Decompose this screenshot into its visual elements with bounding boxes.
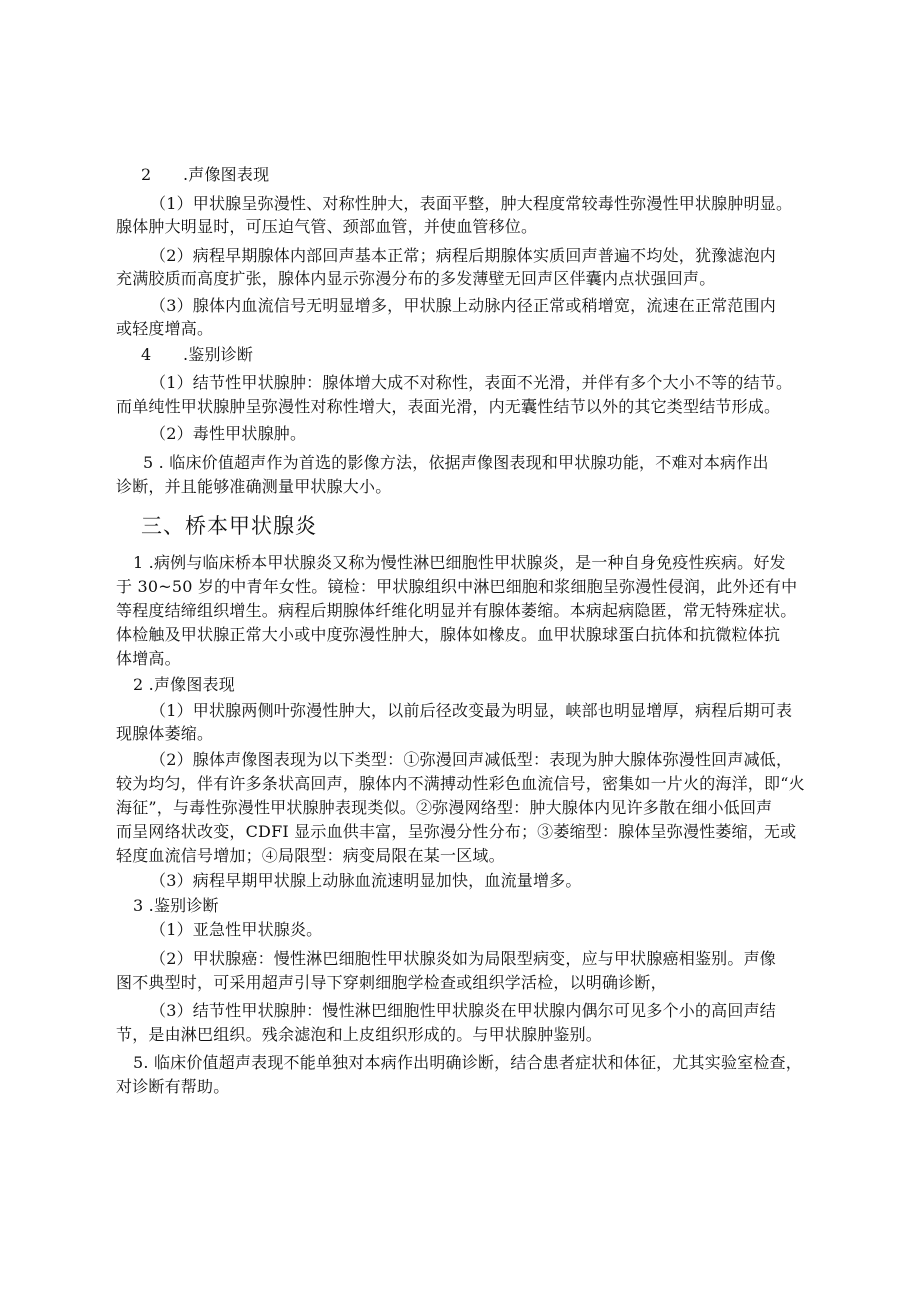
paragraph-line: （3）病程早期甲状腺上动脉血流速明显加快，血流量增多。 <box>150 871 582 890</box>
paragraph-line: （1）结节性甲状腺肿：腺体增大成不对称性，表面不光滑，并伴有多个大小不等的结节。 <box>150 373 793 392</box>
paragraph-line: （2）腺体声像图表现为以下类型：①弥漫回声减低型：表现为肿大腺体弥漫性回声减低， <box>150 750 793 769</box>
paragraph-line: 而呈网络状改变，CDFI 显示血供丰富，呈弥漫分性分布；③萎缩型：腺体呈弥漫性萎缩，无或 <box>116 822 797 841</box>
paragraph-line: 体检触及甲状腺正常大小或中度弥漫性肿大，腺体如橡皮。血甲状腺球蛋白抗体和抗微粒体抗 <box>116 625 781 644</box>
paragraph-line: 充满胶质而高度扩张，腺体内显示弥漫分布的多发薄壁无回声区伴囊内点状强回声。 <box>116 269 716 288</box>
paragraph-line: 节，是由淋巴组织。残余滤泡和上皮组织形成的。与甲状腺肿鉴别。 <box>116 1025 603 1044</box>
paragraph-line: 诊断，并且能够准确测量甲状腺大小。 <box>116 477 392 496</box>
paragraph-line: 等程度结缔组织增生。病程后期腺体纤维化明显并有腺体萎缩。本病起病隐匿，常无特殊症状。 <box>116 601 797 620</box>
paragraph-line: （2）甲状腺癌：慢性淋巴细胞性甲状腺炎如为局限型病变，应与甲状腺癌相鉴别。声像 <box>150 949 776 968</box>
paragraph-line: （3）腺体内血流信号无明显增多，甲状腺上动脉内径正常或稍增宽，流速在正常范围内 <box>150 296 776 315</box>
paragraph-line: 腺体肿大明显时，可压迫气管、颈部血管，并使血管移位。 <box>116 217 538 236</box>
heading-4-title: .鉴别诊断 <box>183 345 254 364</box>
paragraph-line: 海征”，与毒性弥漫性甲状腺肿表现类似。②弥漫网络型：肿大腺体内见许多散在细小低回声 <box>116 798 773 817</box>
heading-2: 2 .声像图表现 <box>133 675 235 694</box>
paragraph-line: （3）结节性甲状腺肿：慢性淋巴细胞性甲状腺炎在甲状腺内偶尔可见多个小的高回声结 <box>150 1001 776 1020</box>
paragraph-line: （2）病程早期腺体内部回声基本正常；病程后期腺体实质回声普遍不均处，犹豫滤泡内 <box>150 246 776 265</box>
heading-2-title: .声像图表现 <box>183 165 270 184</box>
paragraph-line: （1）甲状腺两侧叶弥漫性肿大，以前后径改变最为明显，峡部也明显增厚，病程后期可表 <box>150 701 793 720</box>
paragraph-line: （1）甲状腺呈弥漫性、对称性肿大，表面平整，肿大程度常较毒性弥漫性甲状腺肿明显。 <box>150 194 793 213</box>
paragraph-line: 或轻度增高。 <box>116 319 214 338</box>
paragraph-line: 于 30~50 岁的中青年女性。镜检：甲状腺组织中淋巴细胞和浆细胞呈弥漫性侵润，此外还有中 <box>116 577 798 596</box>
paragraph-line: （1）亚急性甲状腺炎。 <box>150 920 323 939</box>
paragraph-line: 体增高。 <box>116 649 181 668</box>
paragraph-line: 对诊断有帮助。 <box>116 1077 230 1096</box>
paragraph-line: 图不典型时，可采用超声引导下穿刺细胞学检查或组织学活检，以明确诊断， <box>116 973 667 992</box>
paragraph-line: 5. 临床价值超声表现不能单独对本病作出明确诊断，结合患者症状和体征，尤其实验室检查， <box>133 1053 802 1072</box>
paragraph-line: 1 .病例与临床桥本甲状腺炎又称为慢性淋巴细胞性甲状腺炎，是一种自身免疫性疾病。好发 <box>133 553 786 572</box>
paragraph-line: 而单纯性甲状腺肿呈弥漫性对称性增大，表面光滑，内无囊性结节以外的其它类型结节形成。 <box>116 397 781 416</box>
paragraph-line: 较为均匀，伴有许多条状高回声，腺体内不满搏动性彩色血流信号，密集如一片火的海洋，即“火 <box>116 774 805 793</box>
heading-2-number: 2 <box>141 165 152 184</box>
paragraph-line: （2）毒性甲状腺肿。 <box>150 424 307 443</box>
section-title: 三、桥本甲状腺炎 <box>141 514 317 538</box>
paragraph-line: 5 . 临床价值超声作为首选的影像方法，依据声像图表现和甲状腺功能，不难对本病作出 <box>143 453 769 472</box>
heading-4-number: 4 <box>141 345 152 364</box>
paragraph-line: 轻度血流信号增加；④局限型：病变局限在某一区域。 <box>116 846 505 865</box>
heading-3: 3 .鉴别诊断 <box>133 896 219 915</box>
paragraph-line: 现腺体萎缩。 <box>116 724 214 743</box>
